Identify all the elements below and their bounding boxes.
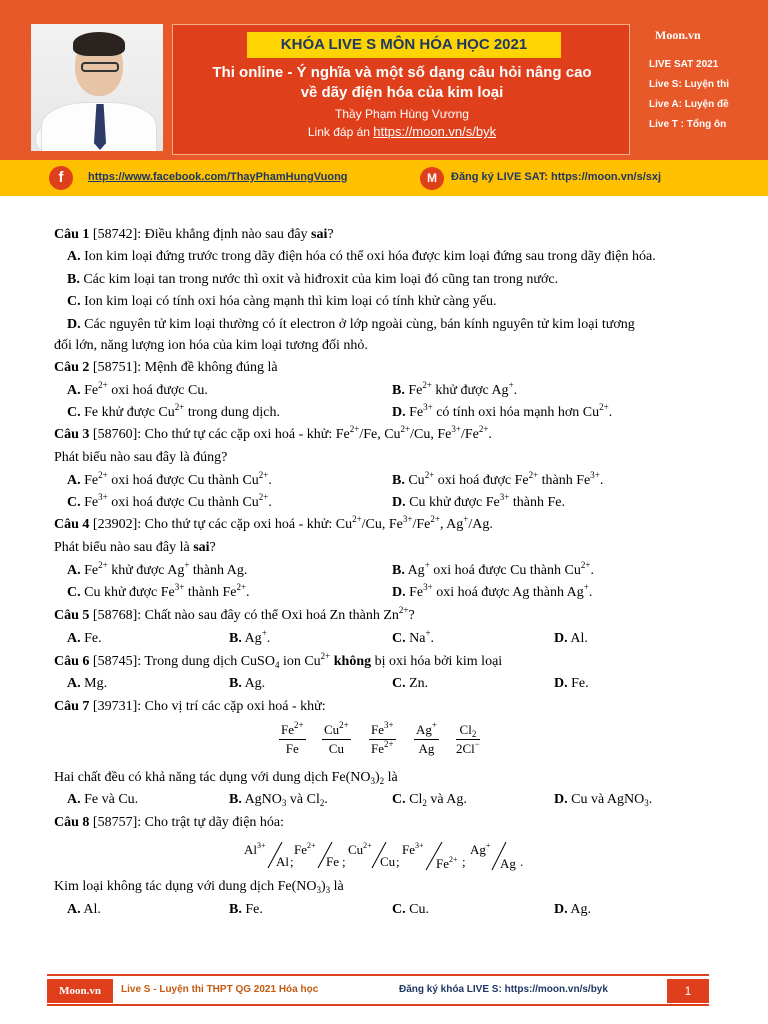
q3-stem: Câu 3 [58760]: Cho thứ tự các cặp oxi hoá - khử: $Fe^{2+}/Fe$, $Cu^{2+}/Cu$, $Fe^{3+}/Fe^{2+}$.	[54, 424, 492, 442]
electrochemical-series	[238, 836, 538, 876]
q2-option-d[interactable]: D. $Fe^{3+}$ có tính oxi hóa mạnh hơn $Cu^{2+}$.	[392, 402, 613, 420]
q5-option-b[interactable]: B. Ag+.	[229, 628, 271, 646]
moon-icon: M	[420, 167, 444, 190]
q3-option-b[interactable]: B. $Cu^{2+}$ oxi hoá được $Fe^{2+}$ thành $Fe^{3+}$.	[392, 470, 604, 488]
q1-stem: Câu 1 [58742]: Điều khẳng định nào sau đây sai?	[54, 227, 334, 242]
footer-logo: Moon.vn	[47, 979, 113, 1003]
facebook-icon: f	[49, 166, 73, 190]
svg-text:Ag: Ag	[500, 856, 516, 871]
q1-option-a[interactable]: A. Ion kim loại đứng trước trong dãy điện hóa có thể oxi hóa được kim loại đứng sau trong dãy điện hóa.	[67, 249, 656, 264]
q5-option-c[interactable]: C. Na+.	[392, 628, 435, 646]
q8-option-a[interactable]: A. Al.	[67, 902, 101, 917]
q4-option-b[interactable]: B. Ag+ oxi hoá được Cu thành $Cu^{2+}$.	[392, 560, 594, 578]
q7-option-c[interactable]: C. $Cl_2$ và Ag.	[392, 792, 467, 808]
svg-text:Fe3+: $Fe^{3+}$	[402, 841, 424, 857]
svg-text:;: ;	[396, 854, 400, 869]
q4-option-c[interactable]: C. Cu khử được $Fe^{3+}$ thành $Fe^{2+}$.	[67, 582, 250, 600]
svg-text:Al: Al	[276, 854, 289, 869]
footer	[47, 974, 709, 1006]
answer-link[interactable]: Link đáp án https://moon.vn/s/byk	[307, 124, 497, 139]
svg-text:;: ;	[462, 854, 466, 869]
course-title: KHÓA LIVE S MÔN HÓA HỌC 2021	[247, 32, 561, 58]
q2-option-a[interactable]: A. $Fe^{2+}$ oxi hoá được Cu.	[67, 380, 208, 398]
q6-option-b[interactable]: B. Ag.	[229, 676, 266, 691]
q1-option-b[interactable]: B. Các kim loại tan trong nước thì oxit và hiđroxit của kim loại đó cũng tan trong nước.	[67, 272, 559, 287]
redox-pair-fe2-fe: $\frac{Fe^{2+}}{Fe}$	[281, 720, 304, 756]
q6-stem: Câu 6 [58745]: Trong dung dịch CuSO$_4$ ion $Cu^{2+}$ không bị oxi hóa bởi kim loại	[54, 651, 503, 670]
q5-option-a[interactable]: A. Fe.	[67, 631, 102, 646]
q5-option-d[interactable]: D. Al.	[554, 631, 588, 646]
exam-title: Thi online - Ý nghĩa và một số dạng câu hỏi nâng cao về dãy điện hóa của kim loại	[212, 64, 592, 101]
q6-option-c[interactable]: C. Zn.	[392, 676, 429, 691]
q3-option-d[interactable]: D. Cu khử được $Fe^{3+}$ thành Fe.	[392, 492, 565, 510]
q8-question: Kim loại không tác dụng với dung dịch $Fe(NO_3)_3$ là	[54, 879, 344, 895]
q4-question: Phát biểu nào sau đây là sai?	[54, 540, 216, 555]
svg-text:Cu: Cu	[380, 854, 396, 869]
q3-option-c[interactable]: C. $Fe^{3+}$ oxi hoá được Cu thành $Cu^{2+}$.	[67, 492, 272, 510]
svg-text:Fe2+: $Fe^{2+}$	[436, 855, 458, 871]
redox-pair-ag-ag: $\frac{Ag^+}{Ag}$	[416, 720, 437, 756]
svg-text:;: ;	[342, 854, 346, 869]
moon-logo: Moon.vn	[655, 28, 701, 42]
q4-option-a[interactable]: A. $Fe^{2+}$ khử được Ag+ thành Ag.	[67, 560, 248, 578]
q3-option-a[interactable]: A. $Fe^{2+}$ oxi hoá được Cu thành $Cu^{2+}$.	[67, 470, 272, 488]
svg-text:Ag+: Ag+	[470, 841, 491, 857]
q7-option-b[interactable]: B. AgNO$_3$ và $Cl_2$.	[229, 792, 328, 808]
q8-stem: Câu 8 [58757]: Cho trật tự dãy điện hóa:	[54, 815, 285, 830]
redox-pair-cu2-cu: $\frac{Cu^{2+}}{Cu}$	[324, 720, 349, 756]
svg-text:Fe2+: $Fe^{2+}$	[294, 841, 316, 857]
q3-question: Phát biểu nào sau đây là đúng?	[54, 450, 228, 465]
course-title-box	[172, 24, 630, 155]
teacher-photo	[31, 24, 163, 151]
q1-option-d[interactable]: D. Các nguyên tử kim loại thường có ít electron ở lớp ngoài cùng, bán kính nguyên tử kim loại tương	[67, 317, 635, 332]
q2-stem: Câu 2 [58751]: Mệnh đề không đúng là	[54, 360, 278, 375]
svg-text:;: ;	[290, 854, 294, 869]
q8-option-d[interactable]: D. Ag.	[554, 902, 591, 917]
q6-option-d[interactable]: D. Fe.	[554, 676, 589, 691]
redox-pair-fe3-fe2: $\frac{Fe^{3+}}{Fe^{2+}}$	[371, 720, 394, 756]
q5-stem: Câu 5 [58768]: Chất nào sau đây có thể Oxi hoá Zn thành $Zn^{2+}$?	[54, 605, 415, 623]
q8-option-c[interactable]: C. Cu.	[392, 902, 429, 917]
q1-option-c[interactable]: C. Ion kim loại có tính oxi hóa càng mạnh thì kim loại có tính khử càng yếu.	[67, 294, 497, 309]
q4-stem: Câu 4 [23902]: Cho thứ tự các cặp oxi hoá - khử: $Cu^{2+}/Cu$, $Fe^{3+}/Fe^{2+}$, Ag+/Ag.	[54, 514, 493, 532]
q7-option-d[interactable]: D. Cu và AgNO$_3$.	[554, 792, 653, 808]
svg-text:Fe: Fe	[326, 854, 339, 869]
q7-question: Hai chất đều có khả năng tác dụng với dung dịch $Fe(NO_3)_2$ là	[54, 770, 398, 786]
q4-option-d[interactable]: D. $Fe^{3+}$ oxi hoá được Ag thành Ag+.	[392, 582, 593, 600]
redox-pair-cl2-cl: $\frac{Cl_2}{2Cl^-}$	[456, 722, 480, 756]
q7-option-a[interactable]: A. Fe và Cu.	[67, 792, 139, 807]
svg-text:Al3+: $Al^{3+}$	[244, 841, 266, 857]
q6-option-a[interactable]: A. Mg.	[67, 676, 108, 691]
q8-option-b[interactable]: B. Fe.	[229, 902, 263, 917]
q7-stem: Câu 7 [39731]: Cho vị trí các cặp oxi hoá - khử:	[54, 699, 326, 714]
teacher-name: Thầy Phạm Hùng Vương	[335, 107, 469, 121]
facebook-link[interactable]: https://www.facebook.com/ThayPhamHungVuong	[88, 171, 348, 183]
register-link[interactable]: Đăng ký LIVE SAT: https://moon.vn/s/sxj	[451, 171, 662, 183]
side-info: Moon.vn LIVE SAT 2021 Live S: Luyện thi Live A: Luyện đề Live T : Tổng ôn	[643, 28, 763, 139]
footer-register-link[interactable]: Đăng ký khóa LIVE S: https://moon.vn/s/byk	[399, 984, 608, 995]
svg-text:.: .	[520, 854, 524, 869]
page-number: 1	[667, 979, 709, 1003]
svg-text:Cu2+: $Cu^{2+}$	[348, 841, 372, 857]
footer-course: Live S - Luyện thi THPT QG 2021 Hóa học	[121, 984, 319, 995]
q1-option-d-cont: đối lớn, năng lượng ion hóa của kim loại tương đối nhỏ.	[54, 338, 368, 353]
q2-option-c[interactable]: C. Fe khử được $Cu^{2+}$ trong dung dịch.	[67, 402, 280, 420]
q2-option-b[interactable]: B. $Fe^{2+}$ khử được Ag+.	[392, 380, 518, 398]
